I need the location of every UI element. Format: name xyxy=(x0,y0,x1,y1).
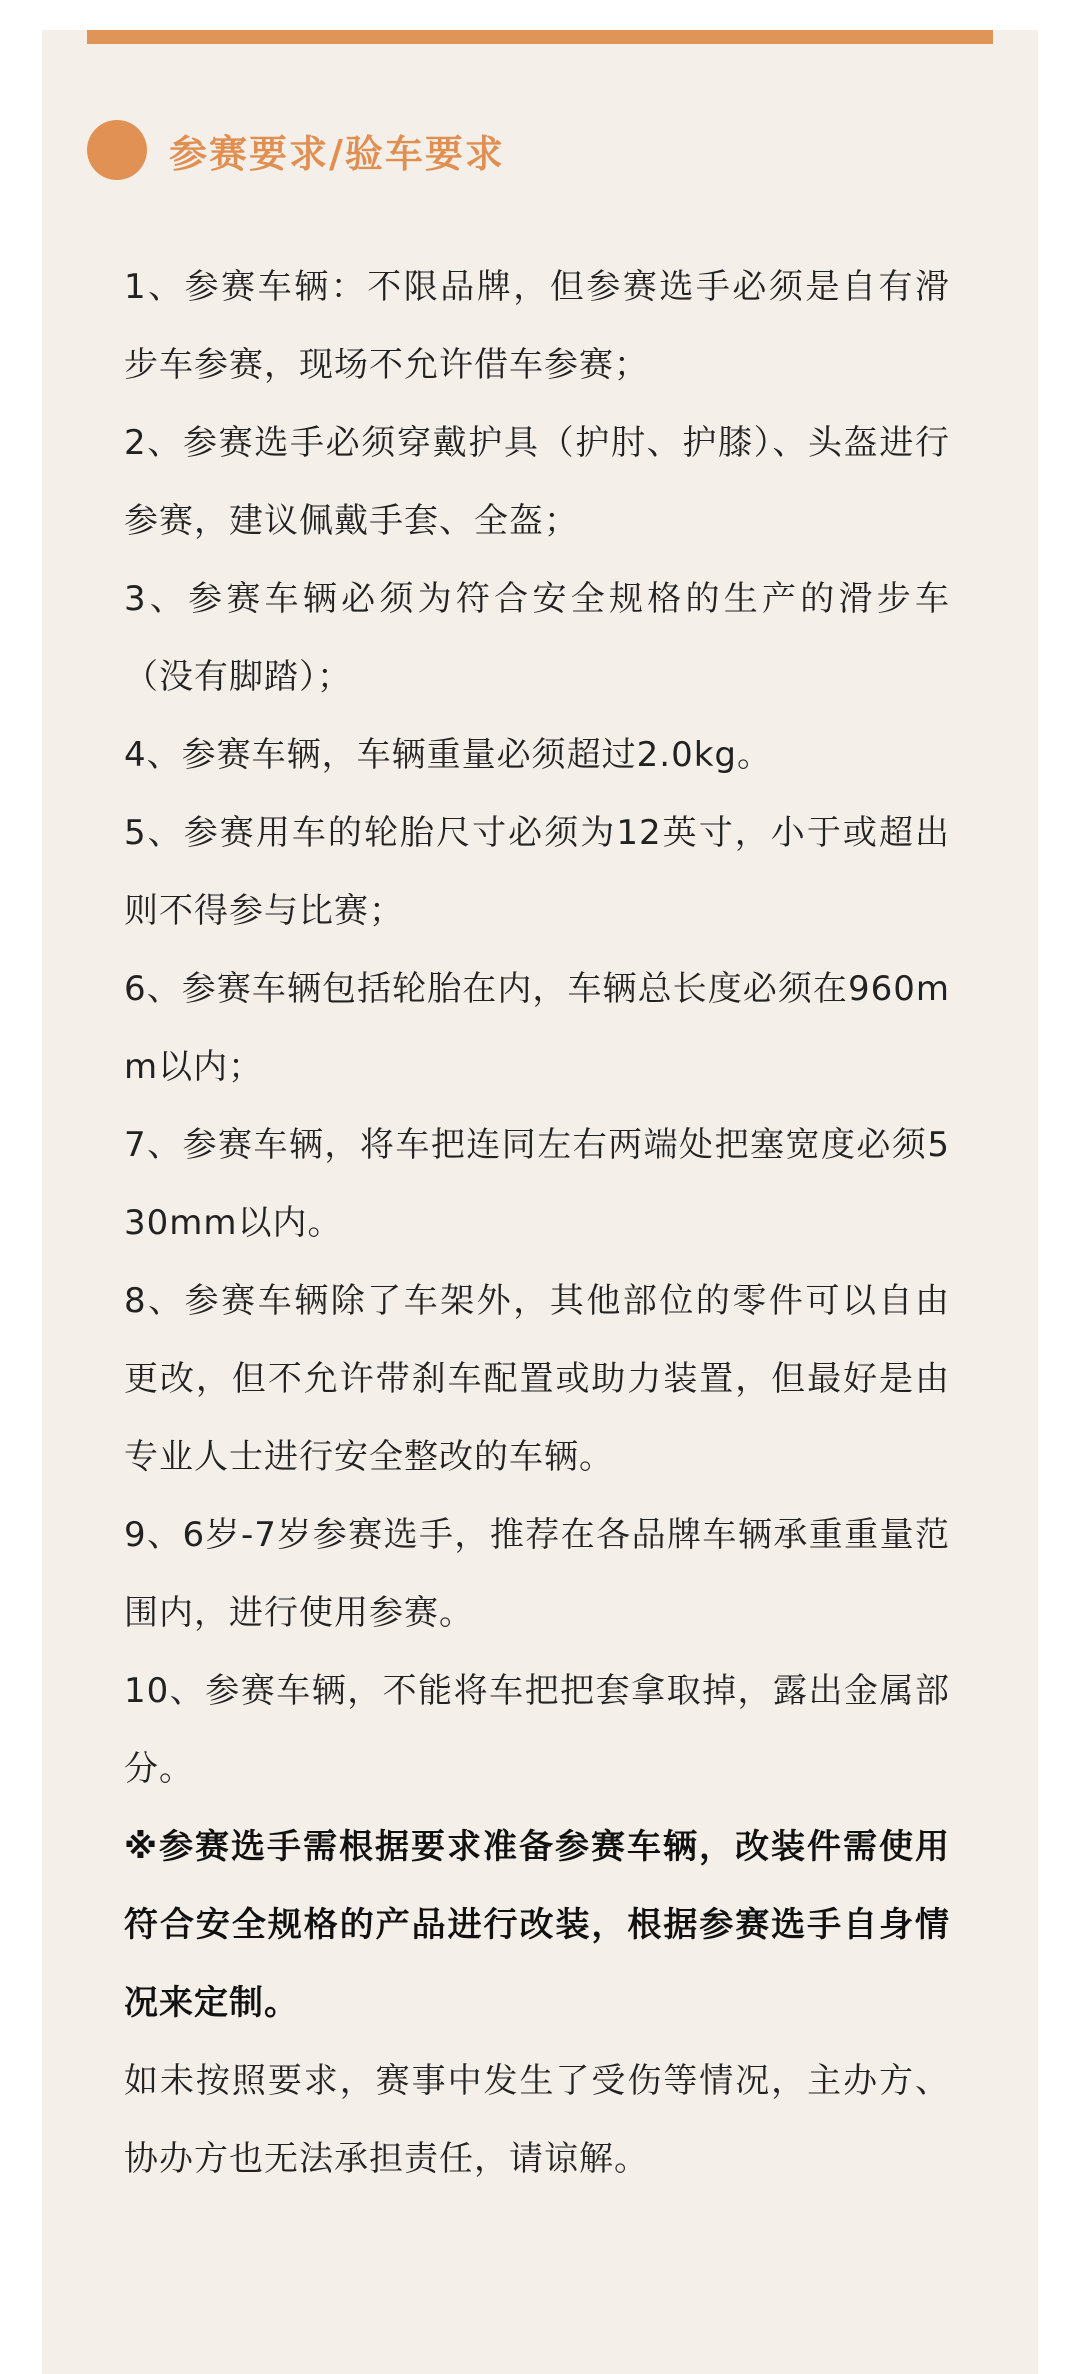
requirement-item-3: 3、参赛车辆必须为符合安全规格的生产的滑步车（没有脚踏）； xyxy=(124,579,950,697)
bullet-dot-icon xyxy=(87,120,147,180)
accent-bar xyxy=(87,30,993,44)
section-header xyxy=(87,118,505,182)
notice-text: ※参赛选手需根据要求准备参赛车辆，改装件需使用符合安全规格的产品进行改装，根据参赛选手自身情况来定制。 xyxy=(124,1827,950,2023)
requirement-item-2: 2、参赛选手必须穿戴护具（护肘、护膝）、头盔进行参赛，建议佩戴手套、全盔； xyxy=(124,423,950,541)
requirement-item-7: 7、参赛车辆，将车把连同左右两端处把塞宽度必须530mm以内。 xyxy=(124,1125,950,1243)
requirements-list xyxy=(124,248,950,2198)
requirement-item-10: 10、参赛车辆，不能将车把把套拿取掉，露出金属部分。 xyxy=(124,1671,950,1789)
disclaimer-text: 如未按照要求，赛事中发生了受伤等情况，主办方、协办方也无法承担责任，请谅解。 xyxy=(124,2061,950,2179)
requirement-item-4: 4、参赛车辆，车辆重量必须超过2.0kg。 xyxy=(124,735,772,775)
requirement-item-1: 1、参赛车辆：不限品牌，但参赛选手必须是自有滑步车参赛，现场不允许借车参赛； xyxy=(124,267,950,385)
requirement-item-8: 8、参赛车辆除了车架外，其他部位的零件可以自由更改，但不允许带刹车配置或助力装置，但最好是由专业人士进行安全整改的车辆。 xyxy=(124,1281,950,1477)
section-title: 参赛要求/验车要求 xyxy=(169,131,505,176)
requirement-item-6: 6、参赛车辆包括轮胎在内，车辆总长度必须在960mm以内； xyxy=(124,969,950,1087)
requirement-item-9: 9、6岁-7岁参赛选手，推荐在各品牌车辆承重重量范围内，进行使用参赛。 xyxy=(124,1515,950,1633)
requirement-item-5: 5、参赛用车的轮胎尺寸必须为12英寸，小于或超出则不得参与比赛； xyxy=(124,813,950,931)
